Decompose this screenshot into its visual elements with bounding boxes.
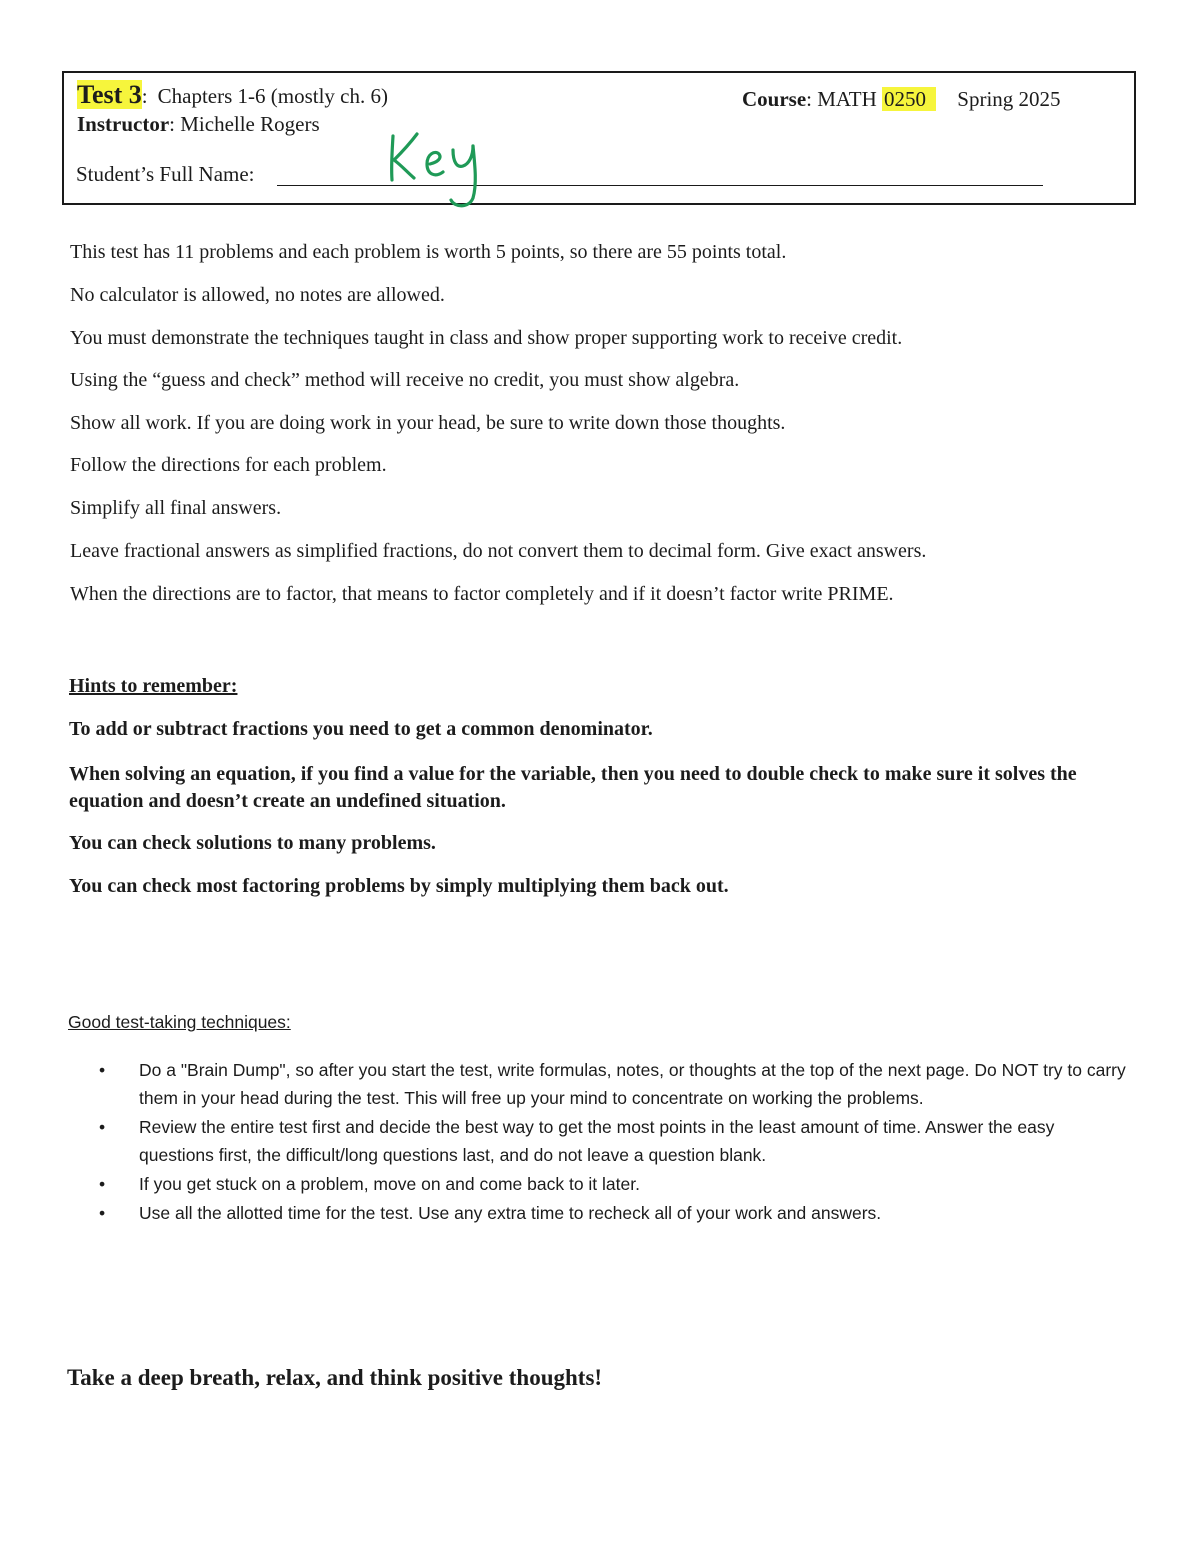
technique-text: If you get stuck on a problem, move on and come back to it later. [139,1174,640,1194]
technique-item [99,1113,1129,1169]
instruction-7: Simplify all final answers. [70,497,282,519]
key-letter-k-arms [394,134,417,178]
technique-text: Do a "Brain Dump", so after you start the test, write formulas, notes, or thoughts at the top of the next page. Do NOT try to carry them in your head during the test. This will free up your mind to concentrate on working the problems. [139,1060,1126,1108]
hint-3: You can check solutions to many problems. [69,832,436,854]
hint-4: You can check most factoring problems by simply multiplying them back out. [69,875,729,897]
bullet: • [99,1060,106,1080]
bullet: • [99,1174,106,1194]
instruction-3: You must demonstrate the techniques taught in class and show proper supporting work to receive credit. [70,327,903,349]
hint-1: To add or subtract fractions you need to get a common denominator. [69,718,653,740]
instruction-8: Leave fractional answers as simplified fractions, do not convert them to decimal form. Give exact answers. [70,540,927,562]
key-letter-k-stem [392,136,393,180]
test-label: Test 3 [77,80,142,109]
instructor-line [77,112,320,137]
course-number: 0250 [882,87,936,111]
course-prefix: : MATH [806,87,883,111]
instructor-label: Instructor [77,112,170,136]
test-title-line [77,80,388,110]
technique-item [99,1170,1129,1198]
key-letter-y-top [453,146,473,166]
hints-title: Hints to remember: [69,675,238,697]
bullet: • [99,1117,106,1137]
bullet: • [99,1203,106,1223]
course-label: Course [742,87,807,111]
key-letter-e [427,152,443,174]
course-line [742,87,1061,112]
course-term: Spring 2025 [957,87,1061,111]
handwritten-key-signature [383,118,493,210]
techniques-list [99,1056,1129,1228]
student-name-label: Student’s Full Name: [76,162,255,186]
instruction-6: Follow the directions for each problem. [70,454,387,476]
hint-2: When solving an equation, if you find a value for the variable, then you need to double check to make sure it solves the equation and doesn’t create an undefined situation. [69,763,1077,812]
techniques-title: Good test-taking techniques: [68,1012,291,1032]
instructor-name: : Michelle Rogers [169,112,320,136]
closing-message: Take a deep breath, relax, and think positive thoughts! [67,1365,603,1390]
test-colon: : [141,84,148,108]
instruction-9: When the directions are to factor, that means to factor completely and if it doesn’t factor write PRIME. [70,583,894,605]
technique-text: Use all the allotted time for the test. Use any extra time to recheck all of your work and answers. [139,1203,882,1223]
technique-item [99,1056,1129,1112]
technique-text: Review the entire test first and decide the best way to get the most points in the least amount of time. Answer the easy questions first, the difficult/long questions last, and do not leave a question blank. [139,1117,1055,1165]
instruction-1: This test has 11 problems and each problem is worth 5 points, so there are 55 points total. [70,241,787,263]
instruction-2: No calculator is allowed, no notes are allowed. [70,284,445,306]
test-chapters: Chapters 1-6 (mostly ch. 6) [157,84,388,108]
instruction-5: Show all work. If you are doing work in your head, be sure to write down those thoughts. [70,412,786,434]
technique-item [99,1199,1129,1227]
instruction-4: Using the “guess and check” method will receive no credit, you must show algebra. [70,369,740,391]
